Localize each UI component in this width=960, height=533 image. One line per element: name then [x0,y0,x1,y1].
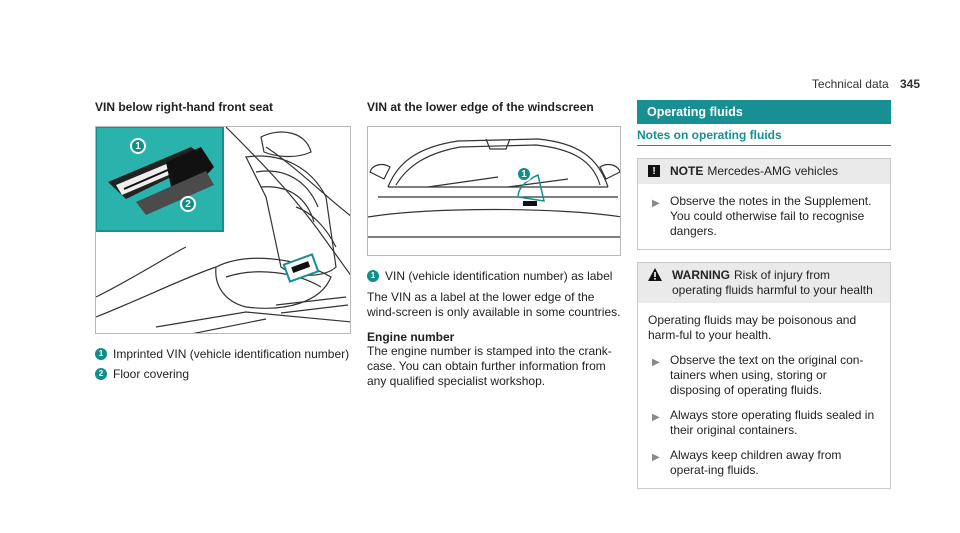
list-item [648,353,880,398]
section-title: Technical data [811,77,889,91]
legend-item [367,268,621,284]
legend-number: 2 [95,368,107,380]
warning-box [637,262,891,489]
warning-text: Operating fluids may be poisonous and harm-ful to your health. [648,313,857,342]
callout-1: 1 [130,138,146,154]
column-vin-seat [95,100,351,386]
engine-number-paragraph: The engine number is stamped into the crank-case. You can obtain further information from any qualified specialist workshop. [367,344,612,388]
vin-windscreen-legend [367,268,621,284]
list-item [648,194,880,239]
vin-seat-illustration [95,126,351,334]
vin-windscreen-illustration [367,126,621,256]
warning-bullet-text: Always store operating fluids sealed in their original containers. [670,408,875,437]
note-bullet-text: Observe the notes in the Supplement. You could otherwise fail to recognise dangers. [670,194,872,238]
column-vin-windscreen [367,100,621,389]
inset-detail [96,127,223,231]
note-body [638,184,890,249]
warning-bullet-text: Observe the text on the original con-tainers when using, storing or disposing of operating fluids. [670,353,864,397]
warning-keyword: WARNING [672,268,730,282]
note-header [638,159,890,184]
legend-item [95,346,351,362]
exclamation-icon: ! [648,165,660,177]
list-item [648,408,880,438]
vin-seat-legend [95,346,351,382]
subsection-heading: Notes on operating fluids [637,128,891,146]
callout-2: 2 [180,196,196,212]
seat-drawing [96,127,351,334]
section-bar: Operating fluids [637,100,891,124]
engine-number-heading: Engine number [367,330,455,344]
legend-item [95,366,351,382]
arrow-icon: ▶ [652,357,660,368]
warning-bullet-text: Always keep children away from operat-ing fluids. [670,448,842,477]
vin-label-paragraph: The VIN as a label at the lower edge of the wind-screen is only available in some countries. [367,290,621,319]
warning-body [638,303,890,488]
column-operating-fluids [637,100,891,489]
legend-text: VIN (vehicle identification number) as label [385,269,613,283]
vin-windscreen-caption: VIN at the lower edge of the windscreen [367,100,594,114]
legend-number: 1 [95,348,107,360]
note-box [637,158,891,250]
legend-number: 1 [367,270,379,282]
warning-triangle-icon [648,268,662,281]
warning-title: Risk of injury from operating fluids harmful to your health [672,268,873,297]
list-item [648,448,880,478]
note-keyword: NOTE [670,164,704,178]
vin-flap-small [284,254,318,281]
page-header [812,77,920,91]
vin-seat-caption: VIN below right-hand front seat [95,100,274,114]
arrow-icon: ▶ [652,198,660,209]
warning-header [638,263,890,303]
legend-text: Floor covering [113,367,190,381]
vin-label-mark [523,201,537,206]
legend-text: Imprinted VIN (vehicle identification number) [113,347,350,361]
note-title: Mercedes-AMG vehicles [707,164,839,178]
callout-1: 1 [516,166,532,182]
arrow-icon: ▶ [652,452,660,463]
arrow-icon: ▶ [652,412,660,423]
windscreen-drawing [368,127,621,256]
page-number: 345 [899,77,920,91]
